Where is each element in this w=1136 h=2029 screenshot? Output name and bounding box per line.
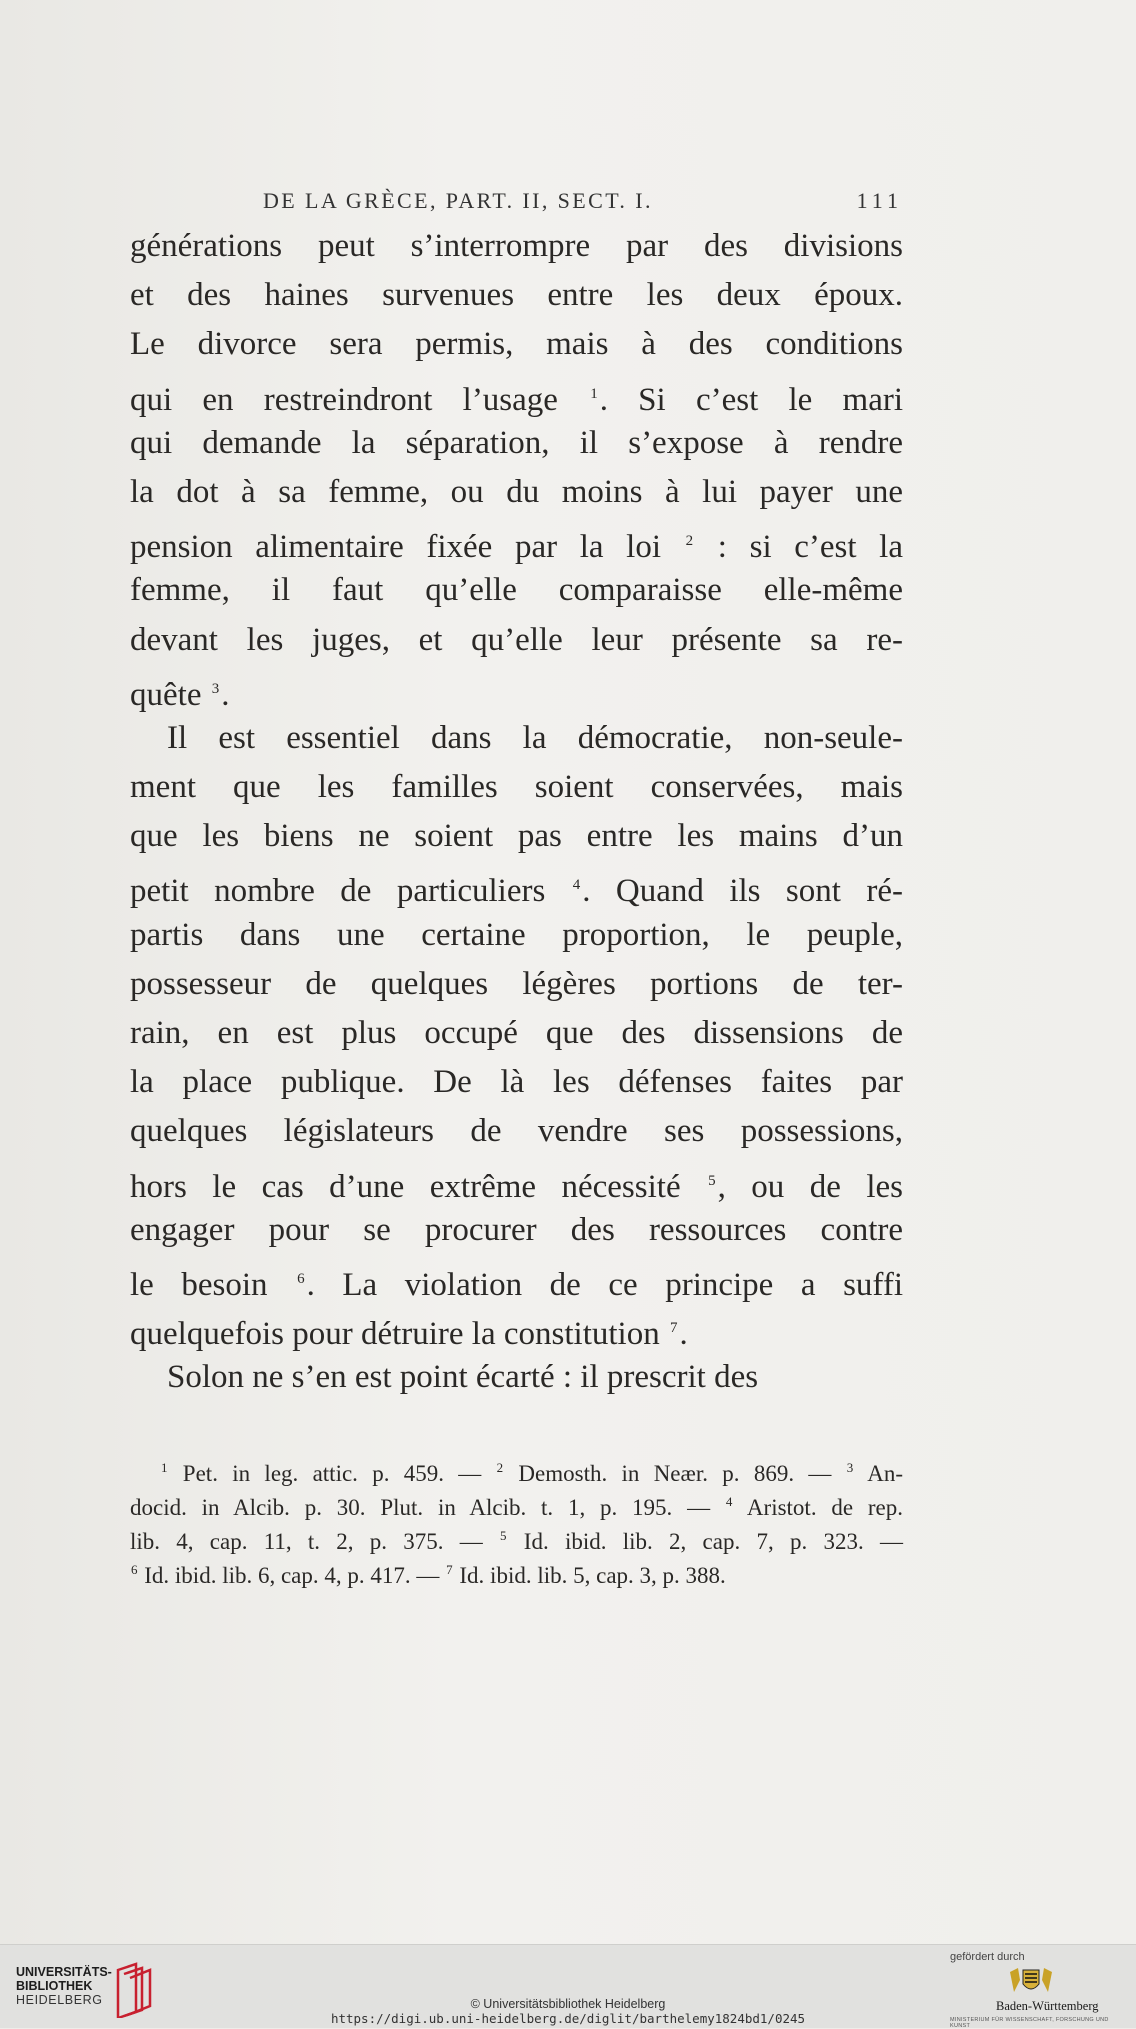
body-text: partis dans une certaine proportion, le peuple, bbox=[130, 916, 903, 953]
body-text: générations peut s’interrompre par des divisions bbox=[130, 228, 903, 264]
body-text: quelquefois pour détruire la constitution bbox=[130, 1316, 668, 1353]
footnote-text: Id. ibid. lib. 2, cap. 7, p. 323. — bbox=[507, 1529, 903, 1554]
body-text: pension alimentaire fixée par la loi bbox=[130, 529, 684, 566]
body-text: petit nombre de particuliers bbox=[130, 873, 571, 910]
body-text bbox=[130, 222, 903, 1403]
body-text: devant les juges, et qu’elle leur présente sa re- bbox=[130, 621, 903, 658]
body-text: que les biens ne soient pas entre les mains d’un bbox=[130, 818, 903, 855]
footnote-line bbox=[130, 1485, 903, 1519]
note-marker: 5 bbox=[500, 1528, 507, 1543]
body-line bbox=[130, 1304, 903, 1353]
footnote-text: Demosth. in Neær. p. 869. — bbox=[504, 1461, 846, 1486]
body-text: quête bbox=[130, 676, 210, 713]
body-text: . bbox=[221, 676, 230, 713]
body-text: , ou de les bbox=[717, 1168, 903, 1205]
body-text: . bbox=[679, 1316, 688, 1353]
body-line bbox=[130, 714, 903, 763]
note-marker: 2 bbox=[496, 1460, 504, 1475]
note-marker: 4 bbox=[572, 877, 581, 894]
footnote-text: Id. ibid. lib. 6, cap. 4, p. 417. — bbox=[138, 1563, 446, 1588]
body-text: . La violation de ce principe a suffi bbox=[306, 1266, 903, 1303]
note-marker: 1 bbox=[590, 385, 598, 402]
body-text: et des haines survenues entre les deux époux. bbox=[130, 277, 903, 314]
body-line bbox=[130, 419, 903, 468]
body-text: . Si c’est le mari bbox=[599, 381, 904, 418]
sponsor-ministry: MINISTERIUM FÜR WISSENSCHAFT, FORSCHUNG UND KUNST bbox=[950, 2017, 1109, 2029]
note-marker: 7 bbox=[446, 1562, 453, 1577]
body-text: . Quand ils sont ré- bbox=[582, 873, 903, 910]
body-text: rain, en est plus occupé que des dissensions de bbox=[130, 1015, 903, 1051]
body-text: possesseur de quelques légères portions de ter- bbox=[130, 965, 903, 1002]
footnote-text: Id. ibid. lib. 5, cap. 3, p. 388. bbox=[453, 1563, 726, 1588]
body-text: Le divorce sera permis, mais à des conditions bbox=[130, 326, 903, 363]
sponsor-block[interactable] bbox=[950, 1951, 1130, 2029]
footnotes bbox=[130, 1451, 903, 1587]
body-line bbox=[130, 1058, 903, 1107]
footnote-text: Pet. in leg. attic. p. 459. — bbox=[168, 1461, 496, 1486]
body-line bbox=[130, 1255, 903, 1304]
body-line bbox=[130, 665, 903, 714]
library-name-line2: BIBLIOTHEK bbox=[16, 1979, 93, 1993]
permalink-url[interactable]: https://digi.ub.uni-heidelberg.de/diglit/barthelemy1824bd1/0245 bbox=[330, 2011, 806, 2026]
body-text: Solon ne s’en est point écarté : il prescrit des bbox=[167, 1359, 759, 1396]
library-name-line3: HEIDELBERG bbox=[16, 1993, 103, 2007]
note-marker: 3 bbox=[846, 1460, 854, 1475]
body-line bbox=[130, 1353, 903, 1402]
body-text: qui en restreindront l’usage bbox=[130, 381, 589, 418]
note-marker: 6 bbox=[297, 1270, 305, 1287]
body-text: : si c’est la bbox=[695, 529, 903, 566]
body-line bbox=[130, 911, 903, 960]
body-line bbox=[130, 468, 903, 517]
body-line bbox=[130, 616, 903, 665]
body-line bbox=[130, 222, 903, 271]
footer-bar bbox=[0, 1944, 1136, 2028]
body-text: le besoin bbox=[130, 1266, 296, 1303]
body-line bbox=[130, 960, 903, 1009]
body-line bbox=[130, 1107, 903, 1156]
body-line bbox=[130, 812, 903, 861]
copyright-notice: © Universitätsbibliothek Heidelberg bbox=[470, 1997, 666, 2011]
body-text: engager pour se procurer des ressources contre bbox=[130, 1211, 903, 1248]
running-title: DE LA GRÈCE, PART. II, SECT. I. bbox=[263, 188, 653, 213]
footnote-text: An- bbox=[854, 1461, 904, 1486]
body-line bbox=[130, 1009, 903, 1058]
sponsor-name: Baden-Württemberg bbox=[996, 1999, 1099, 2013]
body-line bbox=[130, 370, 903, 419]
note-marker: 3 bbox=[211, 680, 220, 697]
body-text: la dot à sa femme, ou du moins à lui payer une bbox=[130, 473, 903, 510]
running-header bbox=[263, 188, 903, 214]
body-line bbox=[130, 1206, 903, 1255]
body-line bbox=[130, 517, 903, 566]
sponsor-label: gefördert durch bbox=[950, 1951, 1025, 1963]
body-text: Il est essentiel dans la démocratie, non-seule- bbox=[167, 719, 903, 756]
note-marker: 6 bbox=[131, 1562, 138, 1577]
library-name-line1: UNIVERSITÄTS- bbox=[16, 1965, 112, 1979]
note-marker: 7 bbox=[669, 1320, 678, 1337]
body-line bbox=[130, 566, 903, 615]
body-line bbox=[130, 271, 903, 320]
body-line bbox=[130, 861, 903, 910]
body-text: ment que les familles soient conservées, mais bbox=[130, 769, 903, 806]
body-line bbox=[130, 1157, 903, 1206]
footnote-text: lib. 4, cap. 11, t. 2, p. 375. — bbox=[130, 1529, 500, 1554]
page-number: 111 bbox=[856, 188, 903, 213]
body-line bbox=[130, 320, 903, 369]
footnote-line bbox=[130, 1451, 903, 1485]
footnote-text: docid. in Alcib. p. 30. Plut. in Alcib. t. 1, p. 195. — bbox=[130, 1495, 725, 1520]
note-marker: 5 bbox=[708, 1172, 716, 1189]
body-text: hors le cas d’une extrême nécessité bbox=[130, 1168, 707, 1205]
footnote-text: Aristot. de rep. bbox=[733, 1495, 904, 1520]
note-marker: 4 bbox=[725, 1494, 733, 1509]
body-line bbox=[130, 763, 903, 812]
body-text: la place publique. De là les défenses faites par bbox=[130, 1064, 903, 1101]
body-text: qui demande la séparation, il s’expose à rendre bbox=[130, 424, 903, 461]
body-text: femme, il faut qu’elle comparaisse elle-même bbox=[130, 572, 903, 609]
note-marker: 2 bbox=[685, 533, 694, 550]
body-text: quelques législateurs de vendre ses possessions, bbox=[130, 1113, 903, 1150]
state-crest-icon bbox=[1008, 1966, 1054, 1996]
footnote-line bbox=[130, 1519, 903, 1553]
footnote-line bbox=[130, 1553, 903, 1587]
note-marker: 1 bbox=[161, 1460, 168, 1475]
